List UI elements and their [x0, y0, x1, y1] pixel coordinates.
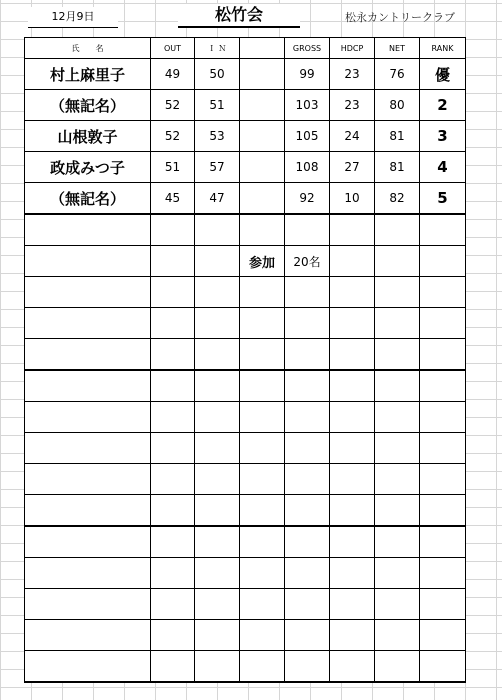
empty-cell [240, 651, 285, 683]
empty-cell [285, 526, 330, 558]
empty-cell [375, 214, 420, 246]
column-header-in: Ｉ Ｎ [195, 38, 240, 59]
empty-cell [375, 526, 420, 558]
out-score: 52 [151, 90, 195, 121]
empty-cell [25, 339, 151, 371]
empty-cell [330, 526, 375, 558]
empty-cell [195, 589, 240, 620]
empty-cell [330, 214, 375, 246]
empty-cell [195, 402, 240, 433]
in-score: 47 [195, 183, 240, 215]
empty-cell [285, 620, 330, 651]
empty-cell [151, 464, 195, 495]
net-score: 81 [375, 152, 420, 183]
empty-cell [151, 339, 195, 371]
empty-cell [420, 214, 466, 246]
empty-cell [420, 370, 466, 402]
empty-cell [285, 464, 330, 495]
empty-row [25, 433, 466, 464]
empty-cell [240, 464, 285, 495]
player-name: （無記名） [25, 183, 151, 215]
score-table [24, 37, 466, 683]
empty-cell [195, 339, 240, 371]
empty-cell [420, 277, 466, 308]
in-score: 50 [195, 59, 240, 90]
empty-cell [420, 526, 466, 558]
empty-cell [25, 495, 151, 527]
table-row [25, 152, 466, 183]
empty-cell [240, 433, 285, 464]
empty-row [25, 339, 466, 371]
column-header-rank: RANK [420, 38, 466, 59]
empty-row [25, 589, 466, 620]
club-name: 松永カントリークラブ [345, 11, 455, 24]
empty-cell [195, 558, 240, 589]
empty-cell [285, 402, 330, 433]
in-score: 57 [195, 152, 240, 183]
empty-cell [420, 620, 466, 651]
empty-cell [330, 402, 375, 433]
empty-cell [151, 308, 195, 339]
empty-cell [25, 214, 151, 246]
empty-cell [420, 339, 466, 371]
empty-row [25, 214, 466, 246]
empty-cell [195, 464, 240, 495]
table-row [25, 90, 466, 121]
empty-cell [330, 339, 375, 371]
empty-cell [151, 370, 195, 402]
empty-cell [195, 370, 240, 402]
empty-cell [420, 433, 466, 464]
net-score: 82 [375, 183, 420, 215]
empty-cell [375, 339, 420, 371]
page-title: 松竹会 [178, 4, 300, 28]
rank-value: 優 [420, 59, 466, 90]
header-row [25, 38, 466, 59]
empty-cell [25, 277, 151, 308]
out-score: 49 [151, 59, 195, 90]
table-row [25, 121, 466, 152]
empty-row [25, 277, 466, 308]
empty-cell [285, 370, 330, 402]
empty-cell [330, 308, 375, 339]
empty-cell [240, 370, 285, 402]
empty-cell [285, 308, 330, 339]
net-score: 76 [375, 59, 420, 90]
empty-cell [151, 526, 195, 558]
rank-value: 4 [420, 152, 466, 183]
empty-cell [25, 433, 151, 464]
table-row [25, 183, 466, 215]
empty-cell [375, 464, 420, 495]
empty-cell [151, 402, 195, 433]
empty-cell [420, 246, 466, 277]
empty-cell [151, 246, 195, 277]
empty-cell [25, 370, 151, 402]
empty-cell [375, 495, 420, 527]
empty-cell [285, 495, 330, 527]
out-score: 51 [151, 152, 195, 183]
player-name: 村上麻里子 [25, 59, 151, 90]
empty-cell [285, 339, 330, 371]
empty-cell [195, 620, 240, 651]
empty-cell [195, 526, 240, 558]
rank-value: 5 [420, 183, 466, 215]
empty-cell [285, 651, 330, 683]
empty-cell [375, 433, 420, 464]
empty-cell [25, 651, 151, 683]
empty-cell [330, 277, 375, 308]
empty-cell [420, 589, 466, 620]
participation-label: 参加 [240, 246, 285, 277]
empty-cell [25, 308, 151, 339]
gross-score: 103 [285, 90, 330, 121]
empty-cell [330, 246, 375, 277]
column-header-blank [240, 38, 285, 59]
column-header-out: OUT [151, 38, 195, 59]
in-score: 53 [195, 121, 240, 152]
empty-cell [25, 558, 151, 589]
net-score: 81 [375, 121, 420, 152]
empty-cell [375, 308, 420, 339]
gross-score: 108 [285, 152, 330, 183]
empty-cell [330, 558, 375, 589]
empty-cell [285, 277, 330, 308]
empty-cell [195, 246, 240, 277]
empty-cell [151, 495, 195, 527]
empty-cell [375, 370, 420, 402]
column-header-name: 氏 名 [25, 38, 151, 59]
empty-cell [420, 558, 466, 589]
empty-row [25, 651, 466, 683]
in-score: 51 [195, 90, 240, 121]
gross-score: 105 [285, 121, 330, 152]
empty-cell [420, 464, 466, 495]
empty-cell [330, 464, 375, 495]
player-name: 政成みつ子 [25, 152, 151, 183]
hdcp-value: 23 [330, 90, 375, 121]
empty-cell [420, 651, 466, 683]
rank-value: 2 [420, 90, 466, 121]
table-row [25, 59, 466, 90]
empty-row [25, 402, 466, 433]
empty-cell [330, 433, 375, 464]
player-name: （無記名） [25, 90, 151, 121]
empty-cell [25, 402, 151, 433]
participation-count: 20名 [285, 246, 330, 277]
empty-cell [420, 402, 466, 433]
empty-cell [420, 308, 466, 339]
empty-cell [25, 589, 151, 620]
empty-cell [240, 277, 285, 308]
hdcp-value: 10 [330, 183, 375, 215]
blank-cell [240, 90, 285, 121]
player-name: 山根敦子 [25, 121, 151, 152]
empty-cell [151, 589, 195, 620]
empty-cell [240, 589, 285, 620]
empty-cell [285, 214, 330, 246]
empty-row [25, 558, 466, 589]
empty-cell [330, 589, 375, 620]
empty-cell [375, 651, 420, 683]
empty-cell [151, 651, 195, 683]
empty-row [25, 495, 466, 527]
hdcp-value: 24 [330, 121, 375, 152]
empty-cell [375, 620, 420, 651]
empty-cell [151, 558, 195, 589]
empty-cell [25, 246, 151, 277]
empty-cell [151, 277, 195, 308]
gross-score: 92 [285, 183, 330, 215]
empty-cell [240, 620, 285, 651]
blank-cell [240, 121, 285, 152]
rank-value: 3 [420, 121, 466, 152]
column-header-hdcp: HDCP [330, 38, 375, 59]
empty-cell [195, 277, 240, 308]
net-score: 80 [375, 90, 420, 121]
empty-cell [375, 402, 420, 433]
empty-cell [375, 558, 420, 589]
empty-cell [240, 495, 285, 527]
gross-score: 99 [285, 59, 330, 90]
hdcp-value: 27 [330, 152, 375, 183]
empty-cell [240, 402, 285, 433]
empty-row [25, 464, 466, 495]
blank-cell [240, 59, 285, 90]
empty-cell [240, 558, 285, 589]
empty-cell [240, 339, 285, 371]
empty-cell [285, 433, 330, 464]
empty-row [25, 526, 466, 558]
empty-cell [285, 558, 330, 589]
empty-cell [330, 495, 375, 527]
empty-cell [195, 214, 240, 246]
blank-cell [240, 152, 285, 183]
empty-cell [375, 277, 420, 308]
empty-cell [240, 308, 285, 339]
empty-cell [375, 589, 420, 620]
empty-cell [330, 620, 375, 651]
out-score: 45 [151, 183, 195, 215]
empty-cell [240, 526, 285, 558]
empty-cell [25, 620, 151, 651]
blank-cell [240, 183, 285, 215]
empty-cell [195, 495, 240, 527]
empty-cell [330, 370, 375, 402]
empty-cell [240, 214, 285, 246]
date-label: 12月9日 [28, 7, 118, 28]
empty-cell [330, 651, 375, 683]
empty-cell [25, 464, 151, 495]
column-header-gross: GROSS [285, 38, 330, 59]
empty-cell [25, 526, 151, 558]
empty-cell [375, 246, 420, 277]
hdcp-value: 23 [330, 59, 375, 90]
empty-row [25, 370, 466, 402]
empty-cell [195, 433, 240, 464]
participation-row [25, 246, 466, 277]
empty-cell [195, 651, 240, 683]
empty-cell [285, 589, 330, 620]
empty-cell [151, 433, 195, 464]
empty-cell [151, 620, 195, 651]
empty-row [25, 620, 466, 651]
empty-cell [151, 214, 195, 246]
empty-row [25, 308, 466, 339]
empty-cell [420, 495, 466, 527]
column-header-net: NET [375, 38, 420, 59]
empty-cell [195, 308, 240, 339]
out-score: 52 [151, 121, 195, 152]
